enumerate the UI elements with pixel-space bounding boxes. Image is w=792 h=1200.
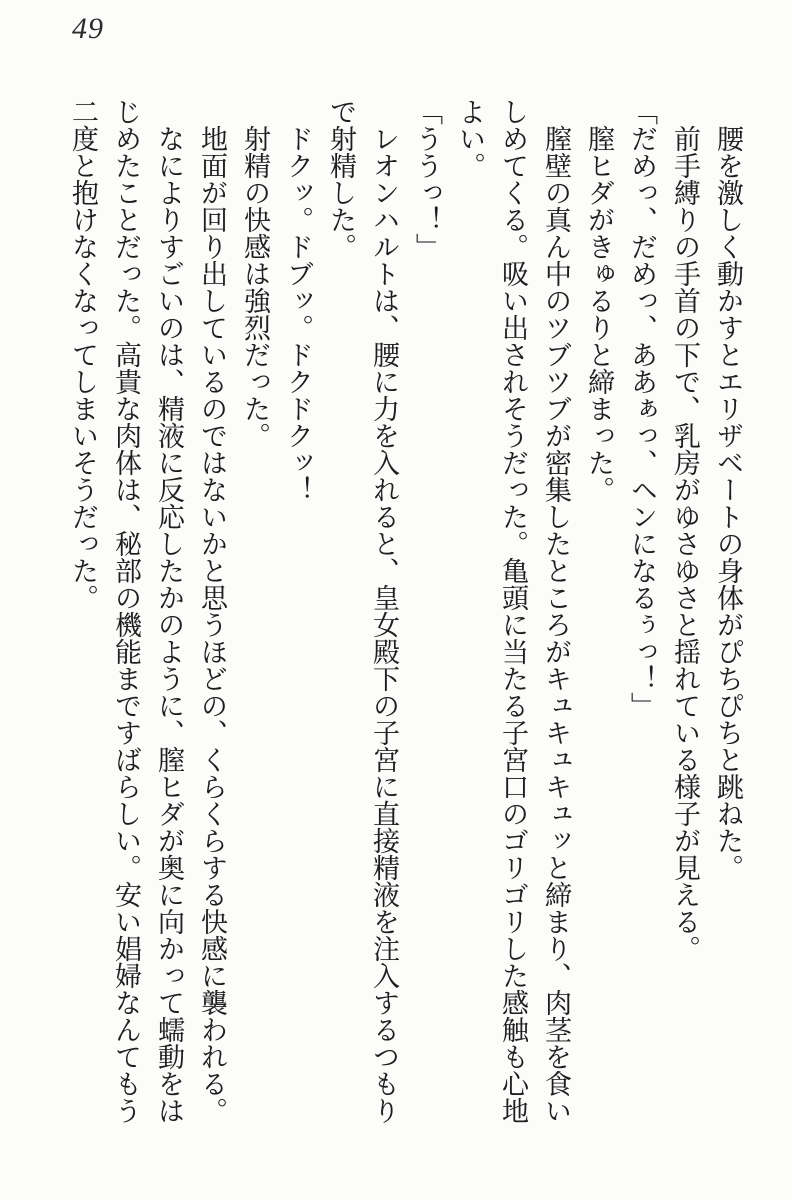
- paragraph: 膣ヒダがきゅるりと締まった。: [584, 125, 614, 503]
- paragraph: 前手縛りの手首の下で、乳房がゆさゆさと揺れている様子が見える。: [670, 125, 700, 962]
- paragraph: なによりすごいのは、精液に反応したかのように、膣ヒダが奥に向かって蠕動をはじめたことだった。高貴な肉体は、秘部の機能まですばらしい。安い娼婦なんてもう二度と抱けなくなってしまいそうだった。: [68, 98, 184, 1124]
- paragraph: 地面が回り出しているのではないかと思うほどの、くらくらする快感に襲われる。: [197, 125, 227, 1124]
- page-number: 49: [72, 12, 104, 45]
- paragraph: 「だめっ、だめっ、ああぁっ、ヘンになるぅっ！」: [627, 98, 657, 719]
- paragraph: ドクッ。ドブッ。ドクドクッ！: [283, 125, 313, 503]
- paragraph: 腰を激しく動かすとエリザベートの身体がぴちぴちと跳ねた。: [713, 125, 743, 881]
- paragraph: レオンハルトは、腰に力を入れると、皇女殿下の子宮に直接精液を注入するつもりで射精した。: [326, 98, 399, 1124]
- paragraph: 「ううっ！」: [412, 98, 442, 260]
- body-text-block: [61, 98, 749, 1125]
- paragraph: 射精の快感は強烈だった。: [240, 125, 270, 449]
- paragraph: 膣壁の真ん中のツブツブが密集したところがキュキュキュッと締まり、肉茎を食いしめてくる。吸い出されそうだった。亀頭に当たる子宮口のゴリゴリした感触も心地よい。: [455, 98, 571, 1124]
